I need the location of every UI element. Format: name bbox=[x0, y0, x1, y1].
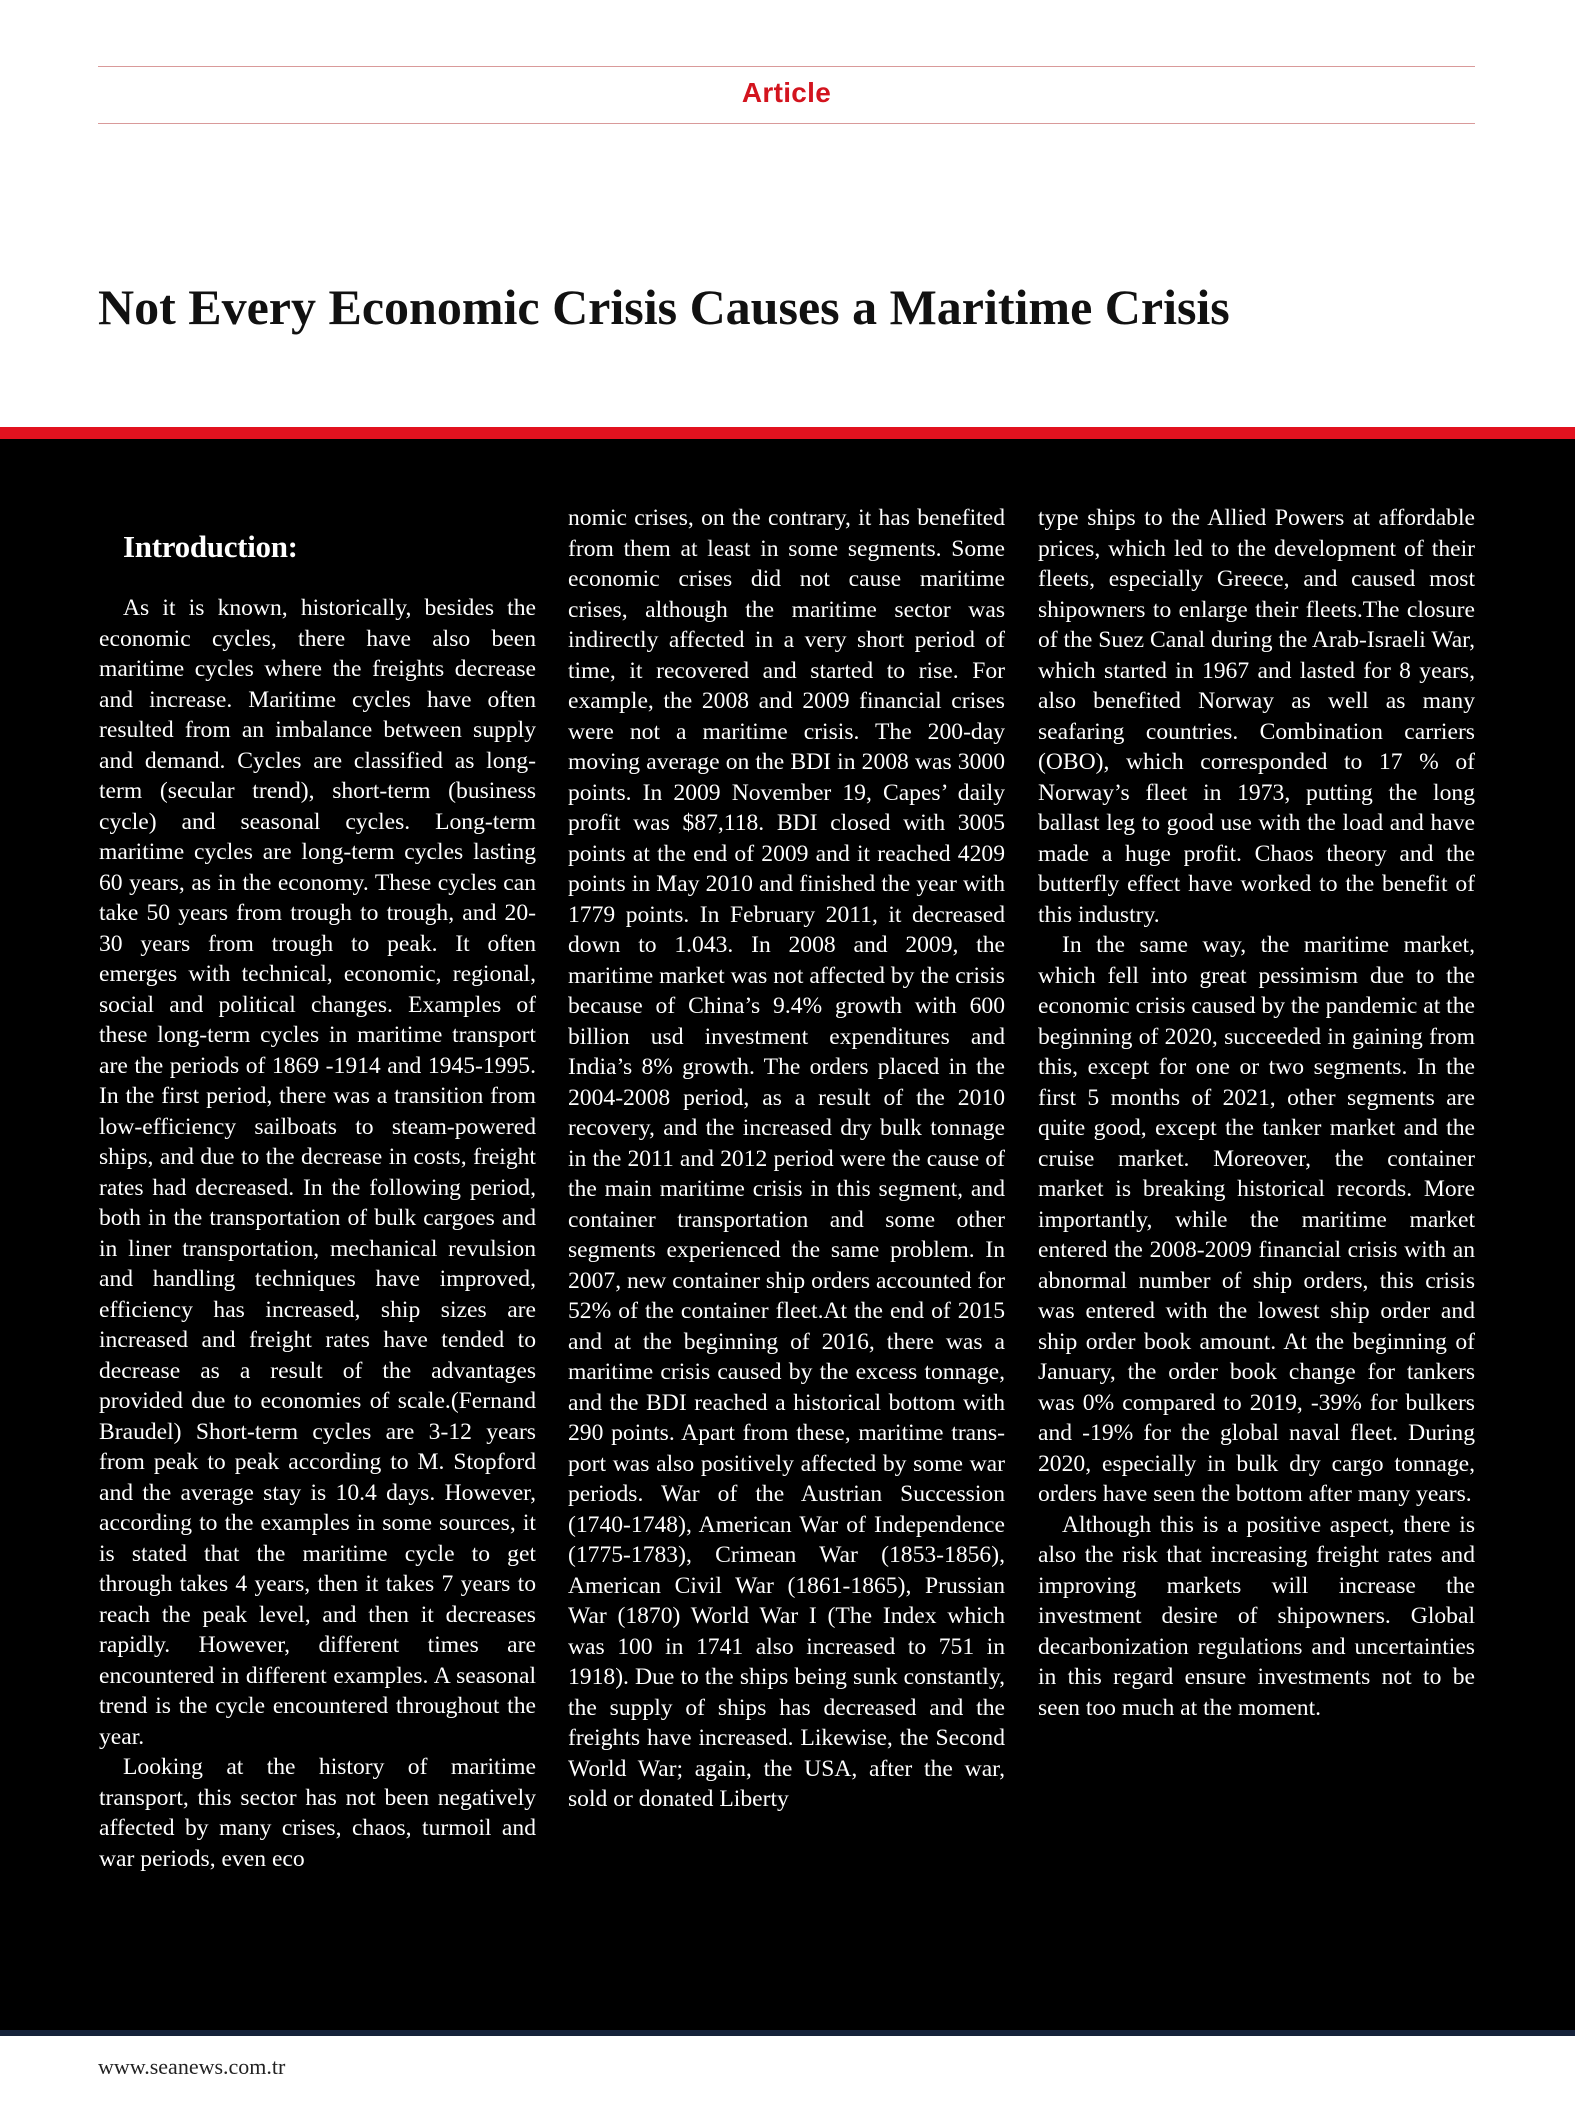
article-paragraph: As it is known, historically, besides the economic cycles, there have also been maritime cycles where the freights decrease and increase. Maritime cycles have often resulted from an imbalance between supply and demand. Cycles are classified as long-term (secular trend), short-term (business cycle) and seasonal cycles. Long-term maritime cycles are long-term cycles lasting 60 years, as in the economy. These cycles can take 50 years from trough to trough, and 20-30 years from trough to peak. It often emerges with technical, economic, regional, social and political changes. Examples of these long-term cycles in maritime transport are the periods of 1869 -1914 and 1945-1995. In the first period, there was a transition from low-efficiency sailboats to steam-powered ships, and due to the decrease in costs, freight rates had decreased. In the following period, both in the transportation of bulk cargoes and in liner transportation, mechanical revulsion and handling techniques have improved, efficiency has increased, ship sizes are increased and freight rates have tended to decrease as a result of the advantages provided due to economies of scale.(Fernand Braudel) Short-term cycles are 3-12 years from peak to peak according to M. Stopford and the average stay is 10.4 days. However, according to the examples in some sources, it is stated that the maritime cycle to get through takes 4 years, then it takes 7 years to reach the peak level, and then it decreases rapidly. However, different times are encountered in different examples. A seasonal trend is the cycle encountered throughout the year. bbox=[99, 595, 536, 1750]
red-accent-band bbox=[0, 427, 1575, 439]
article-paragraph-continued: type ships to the Allied Powers at affordable prices, which led to the development of their fleets, especially Greece, and caused most shipowners to enlarge their fleets.The closure of the Suez Canal during the Arab-Israeli War, which started in 1967 and lasted for 8 years, also benefited Norway as well as many seafaring countries. Combination carriers (OBO), which corresponded to 17 % of Norway’s fleet in 1973, putting the long ballast leg to good use with the load and have made a huge profit. Chaos theory and the butterfly effect have worked to the benefit of this industry. bbox=[1038, 505, 1475, 928]
article-column-1 bbox=[99, 503, 536, 1874]
header-rule-bottom bbox=[98, 123, 1475, 124]
article-column-2 bbox=[568, 503, 1005, 1815]
page-title: Not Every Economic Crisis Causes a Maritime Crisis bbox=[98, 279, 1230, 335]
section-heading-introduction: Introduction: bbox=[123, 529, 298, 564]
section-label: Article bbox=[741, 77, 832, 108]
article-paragraph-continued: nomic crises, on the contrary, it has benefited from them at least in some segments. Some economic crises did not cause maritime crises, although the maritime sector was indirectly affected in a very short period of time, it recovered and started to rise. For example, the 2008 and 2009 financial crises were not a maritime crisis. The 200-day moving average on the BDI in 2008 was 3000 points. In 2009 November 19, Capes’ daily profit was $87,118. BDI closed with 3005 points at the end of 2009 and it reached 4209 points in May 2010 and finished the year with 1779 points. In February 2011, it decreased down to 1.043. In 2008 and 2009, the maritime market was not affected by the crisis because of China’s 9.4% growth with 600 billion usd investment expenditures and India’s 8% growth. The orders placed in the 2004-2008 period, as a result of the 2010 recovery, and the increased dry bulk tonnage in the 2011 and 2012 period were the cause of the main maritime crisis in this segment, and container transportation and some other segments experienced the same problem. In 2007, new container ship orders accounted for 52% of the container fleet.At the end of 2015 and at the beginning of 2016, there was a maritime crisis caused by the excess tonnage, and the BDI reached a historical bottom with 290 points. Apart from these, maritime transport was also positively affected by some war periods. War of the Austrian Succession (1740-1748), American War of Independence (1775-1783), Crimean War (1853-1856), American Civil War (1861-1865), Prussian War (1870) World War I (The Index which was 100 in 1741 also increased to 751 in 1918). Due to the ships being sunk constantly, the supply of ships has decreased and the freights have increased. Likewise, the Second World War; again, the USA, after the war, sold or donated Liberty bbox=[568, 505, 1005, 1812]
footer-website-url: www.seanews.com.tr bbox=[98, 2054, 286, 2079]
header-rule-top bbox=[98, 66, 1475, 67]
article-paragraph: Looking at the history of maritime transport, this sector has not been negatively affected by many crises, chaos, turmoil and war periods, even eco bbox=[99, 1754, 536, 1872]
article-panel-bottom-edge bbox=[0, 2030, 1575, 2036]
article-paragraph: In the same way, the maritime market, which fell into great pessimism due to the economic crisis caused by the pandemic at the beginning of 2020, succeeded in gaining from this, except for one or two segments. In the first 5 months of 2021, other segments are quite good, except the tanker market and the cruise market. Moreover, the container market is breaking historical records. More importantly, while the maritime market entered the 2008-2009 financial crisis with an abnormal number of ship orders, this crisis was entered with the lowest ship order and ship order book amount. At the beginning of January, the order book change for tankers was 0% compared to 2019, -39% for bulkers and -19% for the global naval fleet. During 2020, especially in bulk dry cargo tonnage, orders have seen the bottom after many years. bbox=[1038, 932, 1475, 1507]
article-column-3 bbox=[1038, 503, 1475, 1723]
article-paragraph: Although this is a positive aspect, there is also the risk that increasing freight rates and improving markets will increase the investment desire of shipowners. Global decarbonization regulations and uncertainties in this regard ensure investments not to be seen too much at the moment. bbox=[1038, 1511, 1475, 1721]
